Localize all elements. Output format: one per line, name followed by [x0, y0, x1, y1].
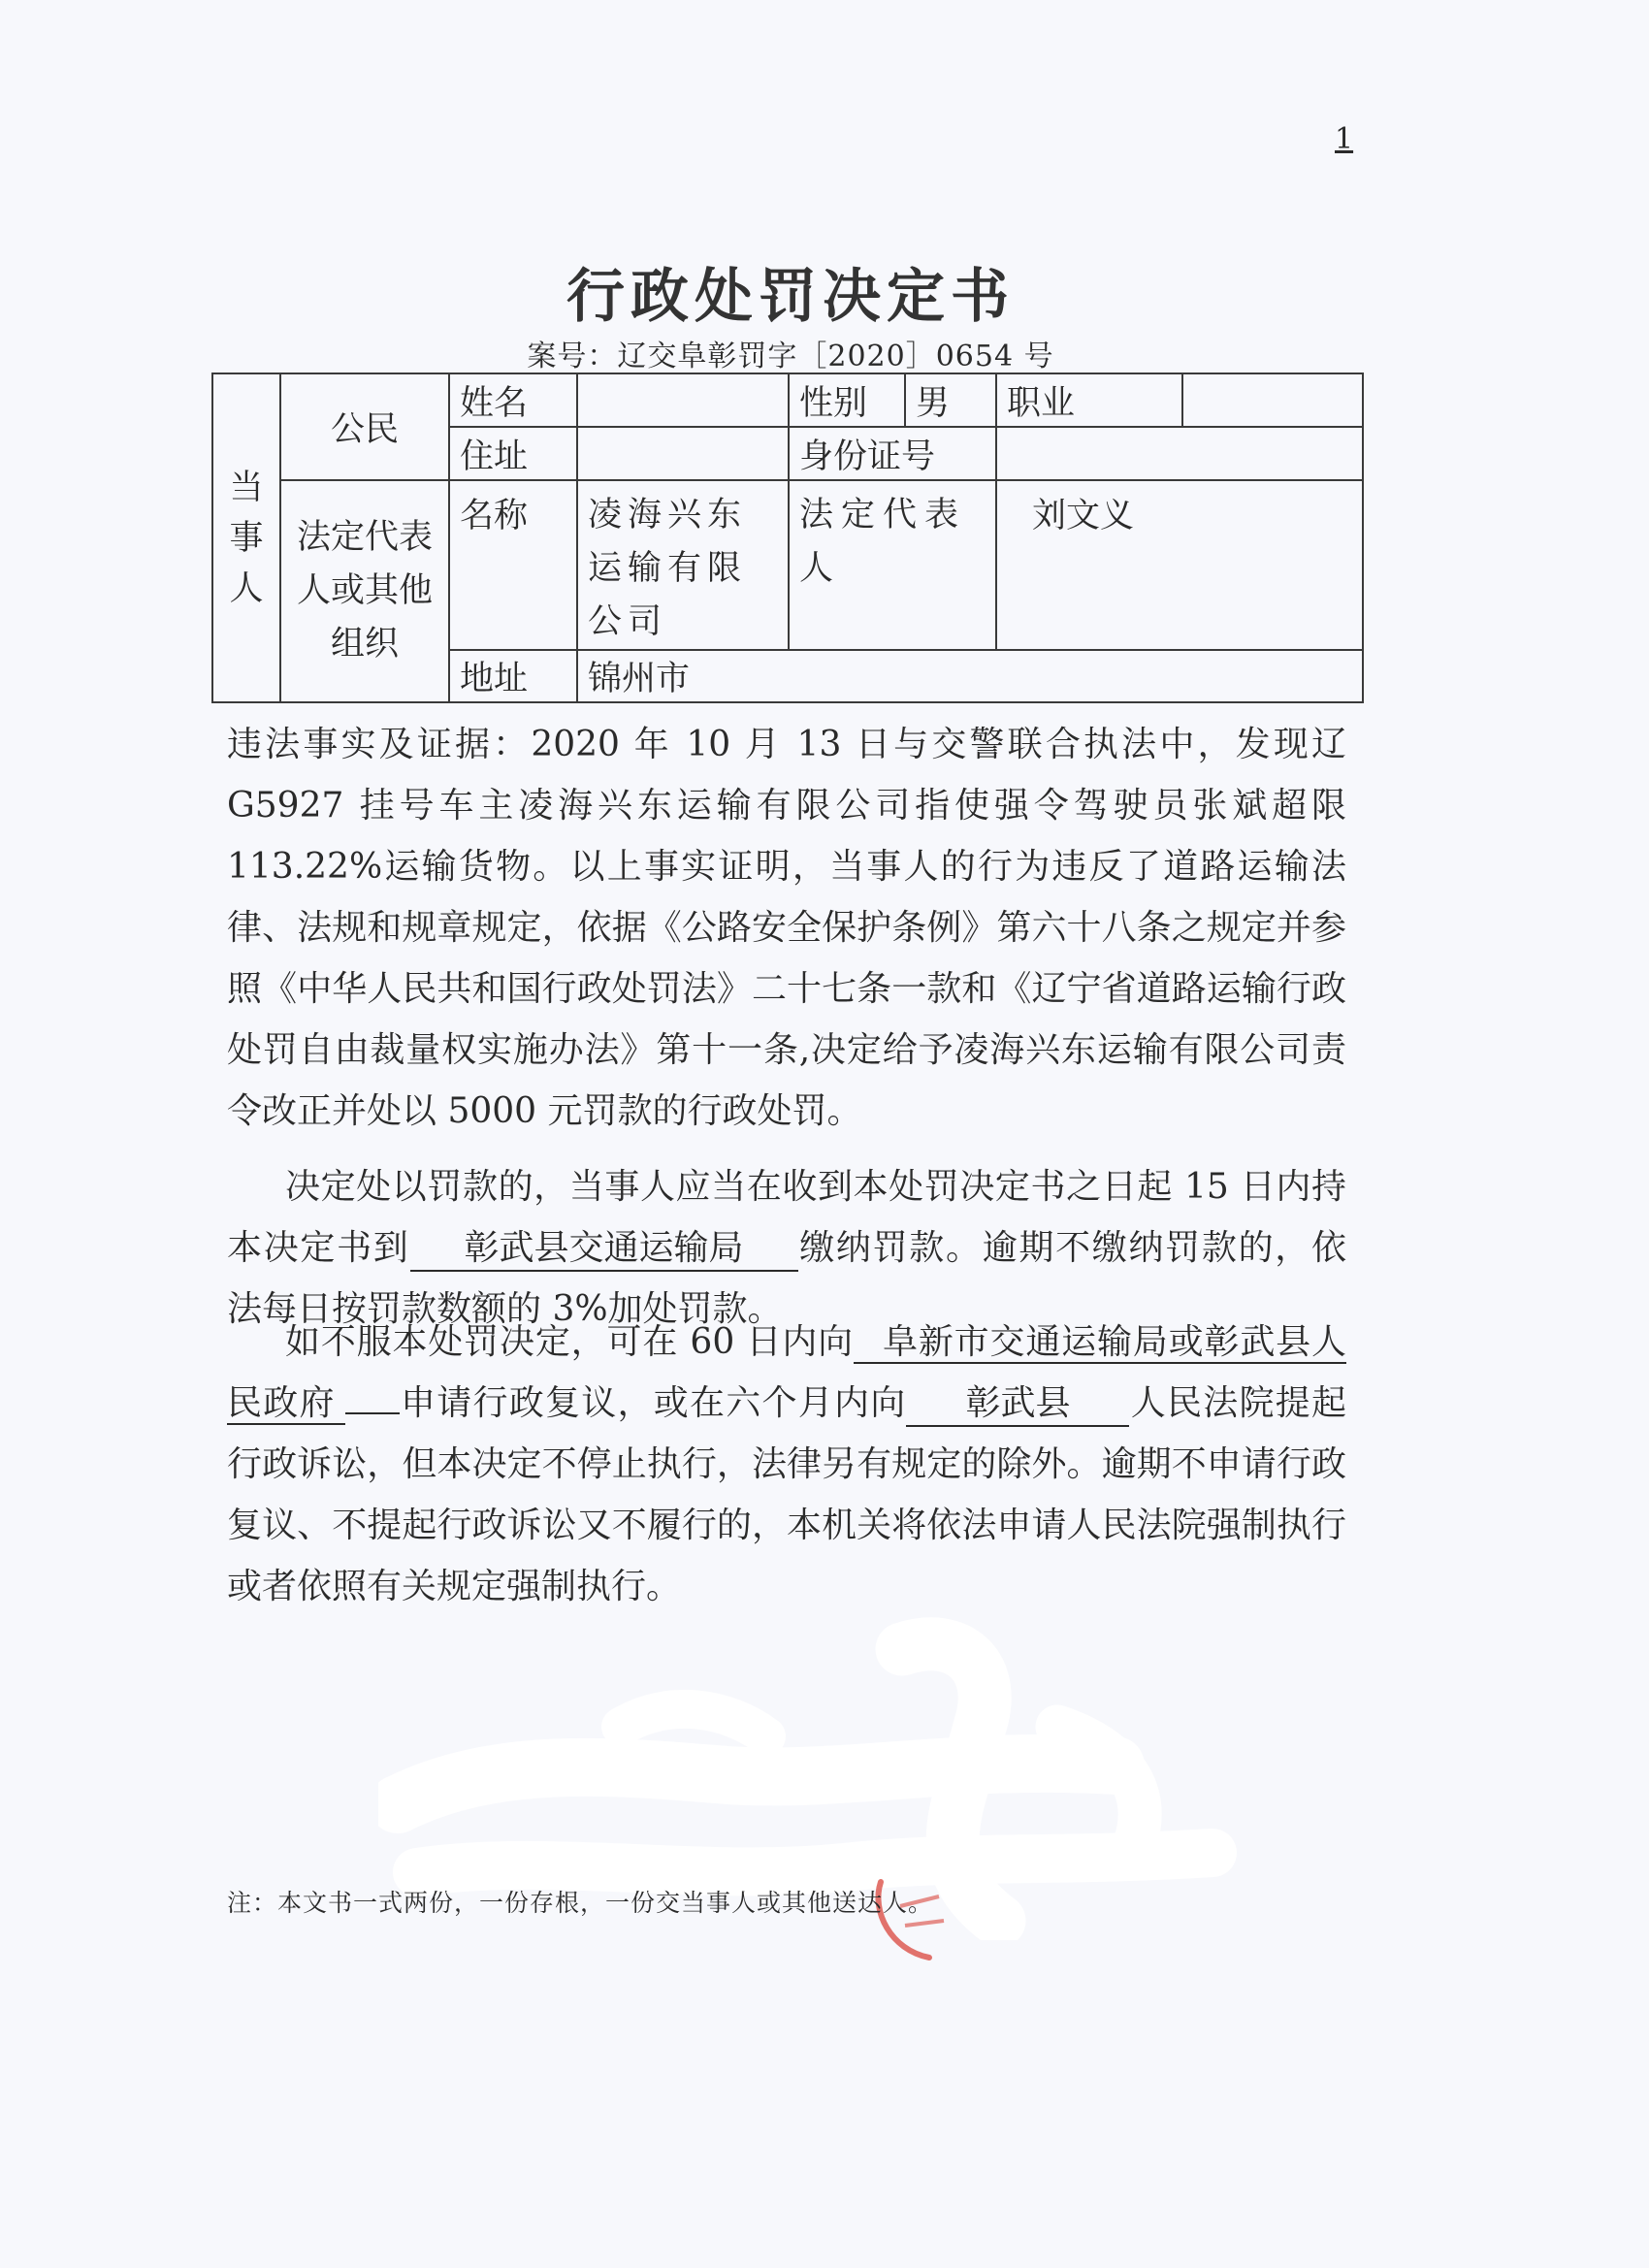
occupation-value	[1182, 373, 1363, 427]
party-label: 当事人	[229, 468, 264, 608]
org-address-value: 锦州市	[577, 650, 1363, 702]
appeal-text-3: 人民法院提起行政诉讼，但本决定不停止执行，法律另有规定的除外。逾期不申请行政复议、不提起行政诉讼又不履行的，本机关将依法申请人民法院强制执行或者依照有关规定强制执行。	[227, 1383, 1346, 1606]
occupation-label: 职业	[996, 373, 1182, 427]
gender-value: 男	[905, 373, 996, 427]
appeal-court: 彰武县	[906, 1382, 1129, 1427]
appeal-paragraph	[227, 1312, 1346, 1617]
payment-text-before: 决定处以罚款的，当事人应当在收到本处罚决定书之日起 15 日内持本决定书到	[227, 1167, 1346, 1268]
case-number: 案号：辽交阜彰罚字［2020］0654 号	[527, 340, 1054, 373]
appeal-review-body: 阜新市交通运输局或彰武县人民政府	[227, 1322, 1346, 1423]
party-label-cell	[212, 373, 280, 702]
id-value	[996, 427, 1363, 480]
org-label: 法定代表人或其他组织	[280, 480, 449, 702]
address-value	[577, 427, 789, 480]
gender-label: 性别	[789, 373, 905, 427]
payment-payee: 彰武县交通运输局	[410, 1227, 798, 1272]
party-info-table	[211, 373, 1364, 703]
facts-paragraph: 违法事实及证据：2020 年 10 月 13 日与交警联合执法中，发现辽 G5927 挂号车主凌海兴东运输有限公司指使强令驾驶员张斌超限 113.22%运输货物。以上事实证明，当事人的行为违反了道路运输法律、法规和规章规定，依据《公路安全保护条例》第六十八条之规定并参照《中华人民共和国行政处罚法》二十七条一款和《辽宁省道路运输行政处罚自由裁量权实施办法》第十一条,决定给予凌海兴东运输有限公司责令改正并处以 5000 元罚款的行政处罚。	[227, 725, 1346, 1131]
appeal-blank-pad	[345, 1412, 400, 1414]
citizen-label: 公民	[280, 373, 449, 480]
document-title: 行政处罚决定书	[566, 263, 1015, 331]
appeal-text-2: 申请行政复议，或在六个月内向	[399, 1383, 907, 1423]
payment-text-after: 缴纳罚款。逾期不缴纳罚款的，依法每日按罚款数额的 3%加处罚款。	[227, 1228, 1346, 1329]
footer-note: 注：本文书一式两份，一份存根，一份交当事人或其他送达人。	[227, 1889, 934, 1917]
legal-rep-label: 法定代表人	[789, 480, 996, 650]
page-number: 1	[1335, 122, 1354, 156]
org-name-value: 凌海兴东运输有限公司	[577, 480, 789, 650]
org-name-label: 名称	[449, 480, 577, 650]
legal-rep-value: 刘文义	[996, 480, 1363, 650]
org-address-label: 地址	[449, 650, 577, 702]
address-label: 住址	[449, 427, 577, 480]
name-value	[577, 373, 789, 427]
appeal-text-1: 如不服本处罚决定，可在 60 日内向	[285, 1322, 854, 1362]
name-label: 姓名	[449, 373, 577, 427]
id-label: 身份证号	[789, 427, 996, 480]
